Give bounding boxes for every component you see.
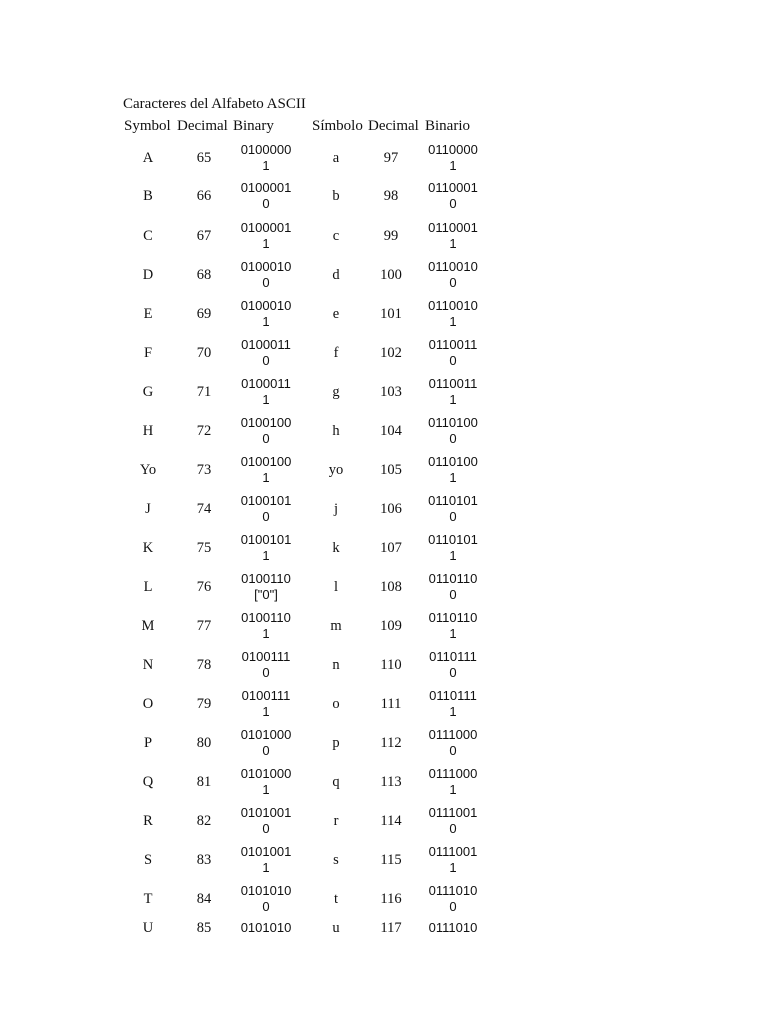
- lower-binary-line1: 0111010: [428, 882, 478, 898]
- lower-binary-line2: 1: [449, 859, 457, 875]
- lower-symbol: yo: [328, 461, 344, 478]
- upper-decimal: 79: [196, 695, 212, 712]
- table-row: [0, 723, 768, 762]
- table-row: [0, 606, 768, 645]
- upper-symbol: P: [143, 734, 153, 751]
- lower-symbol: c: [332, 227, 340, 244]
- upper-binary: [241, 180, 292, 212]
- upper-binary-line2: 0: [262, 898, 270, 914]
- lower-symbol: o: [332, 695, 340, 712]
- lower-symbol: h: [332, 422, 340, 439]
- upper-decimal: 65: [196, 149, 212, 166]
- upper-binary-line1: 0100111: [241, 687, 291, 703]
- header-binario: Binario: [425, 118, 470, 134]
- lower-decimal: 103: [380, 383, 402, 400]
- lower-binary-line1: 0111001: [428, 804, 478, 820]
- header-symbol: Symbol: [124, 118, 171, 134]
- lower-binary-line2: 1: [449, 781, 457, 797]
- lower-binary: [429, 844, 478, 876]
- lower-binary-line2: 0: [449, 274, 457, 290]
- upper-binary-line1: 0101001: [240, 843, 292, 859]
- upper-binary-line2: 1: [262, 391, 270, 407]
- upper-symbol: K: [142, 539, 154, 556]
- upper-binary-line1: 0100000: [240, 141, 292, 157]
- lower-symbol: n: [332, 656, 340, 673]
- lower-binary: [429, 610, 478, 642]
- lower-binary: [429, 920, 478, 936]
- lower-binary-line1: 0110001: [428, 219, 478, 235]
- upper-symbol: E: [143, 305, 153, 322]
- table-row: [0, 255, 768, 294]
- upper-binary-line2: 0: [262, 508, 270, 524]
- upper-decimal: 71: [196, 383, 212, 400]
- upper-binary-line1: 0101010: [240, 882, 292, 898]
- lower-binary-line2: 1: [449, 703, 457, 719]
- table-row: [0, 684, 768, 723]
- header-decimal-lower: Decimal: [368, 118, 419, 134]
- lower-decimal: 110: [380, 656, 402, 673]
- lower-symbol: p: [332, 734, 340, 751]
- table-row: [0, 489, 768, 528]
- upper-binary: [242, 688, 291, 720]
- lower-symbol: a: [332, 149, 340, 166]
- upper-binary-line2: 0: [262, 742, 270, 758]
- lower-decimal: 115: [380, 851, 402, 868]
- lower-binary: [428, 298, 478, 330]
- table-row: [0, 294, 768, 333]
- lower-symbol: u: [332, 920, 340, 936]
- lower-decimal: 116: [380, 890, 402, 907]
- upper-binary-line1: 0100100: [240, 453, 292, 469]
- lower-binary-line1: 0111010: [428, 920, 478, 935]
- upper-decimal: 75: [196, 539, 212, 556]
- upper-binary: [241, 220, 292, 252]
- lower-binary-line1: 0110100: [428, 414, 478, 430]
- upper-symbol: R: [143, 812, 153, 829]
- table-row: [0, 176, 768, 215]
- lower-binary: [428, 180, 478, 212]
- lower-binary-line1: 0110011: [428, 336, 478, 352]
- lower-symbol: q: [332, 773, 340, 790]
- upper-symbol: G: [142, 383, 154, 400]
- lower-binary-line1: 0111000: [428, 726, 478, 742]
- lower-binary: [429, 805, 478, 837]
- upper-symbol: M: [141, 617, 155, 634]
- upper-binary: [241, 610, 291, 642]
- lower-binary-line1: 0110011: [428, 375, 478, 391]
- lower-binary-line2: 1: [449, 547, 457, 563]
- header-simbolo: Símbolo: [312, 118, 363, 134]
- table-row: [0, 528, 768, 567]
- upper-binary-line1: 0100010: [240, 297, 292, 313]
- lower-symbol: e: [332, 305, 340, 322]
- upper-decimal: 67: [196, 227, 212, 244]
- lower-binary: [428, 220, 478, 252]
- upper-symbol: S: [143, 851, 153, 868]
- upper-symbol: Yo: [139, 461, 157, 478]
- upper-decimal: 78: [196, 656, 212, 673]
- lower-binary-line1: 0110101: [428, 531, 478, 547]
- lower-binary: [429, 376, 478, 408]
- upper-binary-line1: 0101000: [240, 726, 292, 742]
- upper-binary-line2: 1: [262, 625, 270, 641]
- upper-binary-line2: 1: [262, 547, 270, 563]
- upper-symbol: T: [143, 890, 153, 907]
- lower-symbol: t: [333, 890, 339, 907]
- lower-binary: [428, 532, 478, 564]
- upper-decimal: 70: [196, 344, 212, 361]
- upper-symbol: O: [142, 695, 154, 712]
- lower-binary-line2: 0: [449, 508, 457, 524]
- table-row: [0, 840, 768, 879]
- upper-binary: [241, 571, 291, 603]
- lower-decimal: 114: [380, 812, 402, 829]
- lower-binary-line2: 1: [449, 157, 457, 173]
- upper-binary: [241, 259, 292, 291]
- lower-binary-line2: 0: [449, 664, 457, 680]
- table-title: Caracteres del Alfabeto ASCII: [123, 96, 306, 112]
- table-row: [0, 567, 768, 606]
- lower-decimal: 101: [380, 305, 402, 322]
- lower-decimal: 100: [380, 266, 402, 283]
- lower-binary-line2: 0: [449, 820, 457, 836]
- upper-binary-line1: 0100111: [241, 648, 291, 664]
- lower-binary-line2: 0: [449, 586, 457, 602]
- upper-decimal: 66: [196, 187, 212, 204]
- upper-binary-line1: 0100001: [240, 179, 292, 195]
- lower-binary-line2: 0: [449, 352, 457, 368]
- lower-decimal: 105: [380, 461, 402, 478]
- upper-decimal: 85: [196, 920, 212, 936]
- upper-binary: [241, 805, 292, 837]
- upper-symbol: C: [143, 227, 153, 244]
- upper-symbol: Q: [142, 773, 154, 790]
- upper-binary-line2: 0: [262, 430, 270, 446]
- lower-decimal: 109: [380, 617, 402, 634]
- upper-decimal: 73: [196, 461, 212, 478]
- lower-binary-line1: 0111000: [428, 765, 478, 781]
- lower-binary: [428, 142, 478, 174]
- upper-symbol: L: [143, 578, 153, 595]
- upper-symbol: N: [142, 656, 154, 673]
- lower-symbol: r: [333, 812, 339, 829]
- lower-binary: [429, 766, 478, 798]
- upper-binary-line2: 1: [262, 469, 270, 485]
- upper-binary-line2: 1: [262, 859, 270, 875]
- upper-binary: [241, 844, 292, 876]
- upper-decimal: 68: [196, 266, 212, 283]
- upper-binary-line2: 1: [262, 703, 270, 719]
- lower-binary: [429, 688, 477, 720]
- table-row: [0, 762, 768, 801]
- upper-binary-line1: 0100001: [240, 219, 292, 235]
- lower-binary: [429, 571, 478, 603]
- upper-binary: [241, 493, 292, 525]
- lower-binary-line2: 1: [449, 313, 457, 329]
- upper-symbol: D: [142, 266, 154, 283]
- upper-binary-line2: 0: [262, 664, 270, 680]
- upper-binary-line2: 1: [262, 313, 270, 329]
- upper-binary-line2: 1: [262, 781, 270, 797]
- lower-binary-line1: 0110010: [428, 258, 478, 274]
- upper-binary: [241, 766, 292, 798]
- table-row: [0, 216, 768, 255]
- upper-binary-line1: 0101000: [240, 765, 292, 781]
- upper-binary-line1: 0100101: [240, 492, 292, 508]
- lower-symbol: d: [332, 266, 340, 283]
- upper-decimal: 72: [196, 422, 212, 439]
- upper-binary-line2: 1: [262, 157, 270, 173]
- table-row: [0, 411, 768, 450]
- upper-decimal: 77: [196, 617, 212, 634]
- upper-binary-line2: ["0"]: [254, 586, 278, 602]
- upper-decimal: 69: [196, 305, 212, 322]
- upper-symbol: B: [143, 187, 153, 204]
- table-row: [0, 333, 768, 372]
- table-row: [0, 801, 768, 840]
- upper-symbol: J: [145, 500, 151, 517]
- upper-binary-line2: 1: [262, 235, 270, 251]
- upper-symbol: A: [142, 149, 154, 166]
- upper-binary-line2: 0: [262, 352, 270, 368]
- lower-binary-line1: 0110111: [429, 648, 477, 664]
- upper-binary-line1: 0100010: [240, 258, 292, 274]
- lower-symbol: j: [333, 500, 339, 517]
- lower-symbol: s: [333, 851, 339, 868]
- upper-decimal: 81: [196, 773, 212, 790]
- lower-symbol: f: [333, 344, 339, 361]
- upper-decimal: 76: [196, 578, 212, 595]
- lower-decimal: 113: [380, 773, 402, 790]
- upper-binary: [241, 727, 292, 759]
- header-decimal: Decimal: [177, 118, 228, 134]
- upper-decimal: 74: [196, 500, 212, 517]
- lower-decimal: 106: [380, 500, 402, 517]
- upper-binary-line1: 0100100: [240, 414, 292, 430]
- lower-binary-line2: 1: [449, 469, 457, 485]
- lower-symbol: k: [332, 539, 340, 556]
- lower-decimal: 99: [383, 227, 399, 244]
- lower-decimal: 97: [383, 149, 399, 166]
- lower-binary-line2: 0: [449, 430, 457, 446]
- lower-binary: [429, 337, 478, 369]
- lower-symbol: b: [332, 187, 340, 204]
- upper-binary-line1: 0100101: [240, 531, 292, 547]
- upper-decimal: 84: [196, 890, 212, 907]
- lower-binary-line1: 0111001: [428, 843, 478, 859]
- lower-binary-line1: 0110110: [428, 570, 478, 586]
- lower-binary-line1: 0110001: [428, 179, 478, 195]
- lower-decimal: 98: [383, 187, 399, 204]
- upper-symbol: F: [143, 344, 153, 361]
- table-row: [0, 910, 768, 946]
- upper-decimal: 83: [196, 851, 212, 868]
- lower-binary-line1: 0110110: [428, 609, 478, 625]
- upper-decimal: 80: [196, 734, 212, 751]
- upper-binary: [242, 649, 291, 681]
- upper-binary-line1: 0100011: [241, 336, 291, 352]
- lower-binary-line2: 1: [449, 391, 457, 407]
- table-row: [0, 138, 768, 177]
- lower-binary-line2: 0: [449, 195, 457, 211]
- upper-binary-line1: 0101010: [240, 920, 292, 935]
- lower-binary: [428, 493, 478, 525]
- lower-binary: [429, 727, 478, 759]
- lower-decimal: 112: [380, 734, 402, 751]
- upper-binary-line1: 0101001: [240, 804, 292, 820]
- lower-decimal: 111: [380, 695, 402, 712]
- lower-binary-line1: 0110000: [428, 141, 478, 157]
- upper-binary: [241, 298, 292, 330]
- upper-binary-line1: 0100110: [241, 570, 291, 586]
- upper-binary: [241, 415, 292, 447]
- upper-binary-line2: 0: [262, 195, 270, 211]
- lower-binary-line2: 0: [449, 742, 457, 758]
- lower-decimal: 102: [380, 344, 402, 361]
- upper-binary: [241, 337, 291, 369]
- lower-binary: [428, 415, 478, 447]
- lower-binary: [428, 259, 478, 291]
- upper-decimal: 82: [196, 812, 212, 829]
- lower-decimal: 107: [380, 539, 402, 556]
- lower-binary-line2: 1: [449, 625, 457, 641]
- lower-decimal: 108: [380, 578, 402, 595]
- upper-binary: [241, 532, 292, 564]
- upper-binary-line1: 0100011: [241, 375, 291, 391]
- table-row: [0, 372, 768, 411]
- lower-binary-line1: 0110111: [429, 687, 477, 703]
- upper-symbol: U: [142, 920, 154, 936]
- lower-decimal: 117: [380, 920, 402, 936]
- upper-binary: [241, 142, 292, 174]
- lower-binary-line1: 0110101: [428, 492, 478, 508]
- lower-symbol: g: [332, 383, 340, 400]
- table-row: [0, 645, 768, 684]
- lower-symbol: l: [333, 578, 339, 595]
- lower-binary-line2: 1: [449, 235, 457, 251]
- upper-binary-line1: 0100110: [241, 609, 291, 625]
- lower-binary-line1: 0110100: [428, 453, 478, 469]
- upper-binary: [241, 454, 292, 486]
- lower-binary-line2: 0: [449, 898, 457, 914]
- upper-binary: [241, 376, 291, 408]
- lower-binary: [429, 649, 477, 681]
- lower-decimal: 104: [380, 422, 402, 439]
- lower-symbol: m: [330, 617, 342, 634]
- lower-binary-line1: 0110010: [428, 297, 478, 313]
- upper-binary-line2: 0: [262, 274, 270, 290]
- upper-symbol: H: [142, 422, 154, 439]
- lower-binary: [428, 454, 478, 486]
- header-binary: Binary: [233, 118, 274, 134]
- upper-binary: [241, 920, 292, 936]
- upper-binary-line2: 0: [262, 820, 270, 836]
- table-row: [0, 450, 768, 489]
